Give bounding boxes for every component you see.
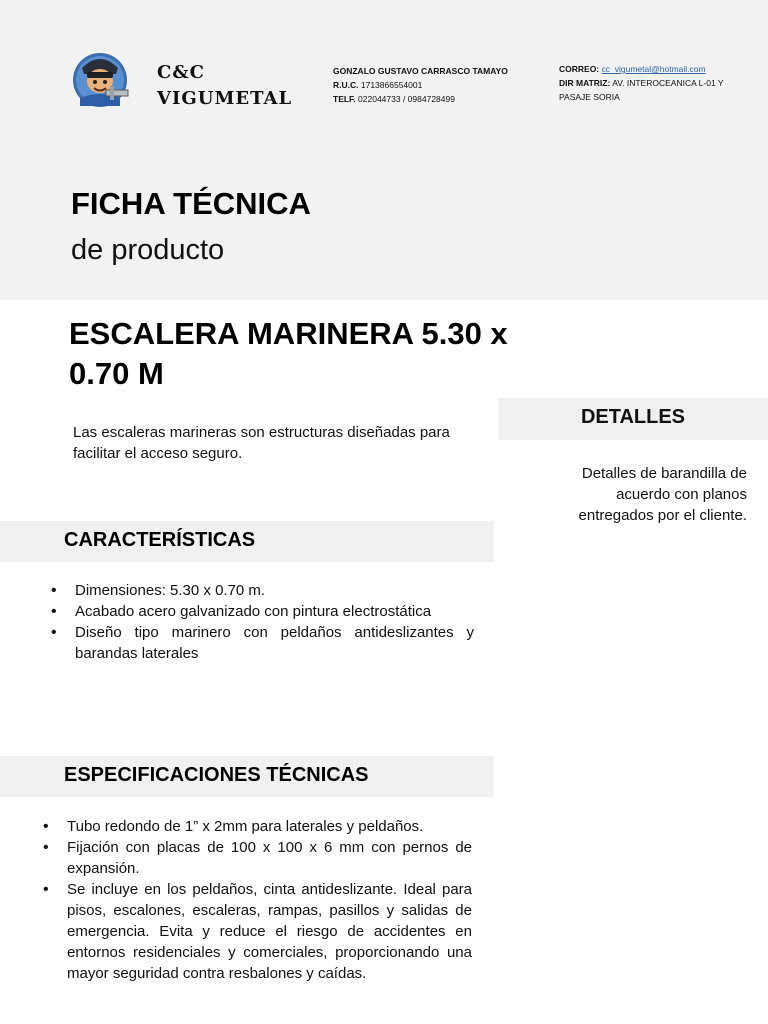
list-item: • Fijación con placas de 100 x 100 x 6 mm con pernos de expansión. <box>41 837 472 879</box>
list-item: • Dimensiones: 5.30 x 0.70 m. <box>49 580 474 601</box>
brand-line-2: VIGUMETAL <box>157 88 293 109</box>
list-item: • Acabado acero galvanizado con pintura electrostática <box>49 601 474 622</box>
product-name: ESCALERA MARINERA 5.30 x 0.70 M <box>69 316 508 391</box>
email-link[interactable]: cc_vigumetal@hotmail.com <box>601 64 706 74</box>
especificaciones-list <box>41 816 472 984</box>
list-item: • Tubo redondo de 1” x 2mm para laterales y peldaños. <box>41 816 472 837</box>
product-intro: Las escaleras marineras son estructuras diseñadas para facilitar el acceso seguro. <box>73 424 450 462</box>
caracteristicas-list <box>49 580 474 664</box>
correo-label: CORREO: <box>559 64 600 74</box>
owner-name: GONZALO GUSTAVO CARRASCO TAMAYO <box>333 66 508 76</box>
brand-name <box>157 60 292 112</box>
ruc-value: 1713866554001 <box>360 80 423 90</box>
list-item: • Diseño tipo marinero con peldaños antideslizantes y barandas laterales <box>49 622 474 664</box>
document-subtitle: de producto <box>71 234 225 266</box>
caracteristicas-section-header <box>0 521 494 562</box>
telf-label: TELF. <box>333 94 356 104</box>
especificaciones-heading: ESPECIFICACIONES TÉCNICAS <box>64 764 369 786</box>
owner-info <box>333 64 508 106</box>
details-text: Detalles de barandilla de acuerdo con planos entregados por el cliente. <box>578 465 747 524</box>
ruc-label: R.U.C. <box>333 80 359 90</box>
welder-mascot-icon <box>70 48 132 110</box>
list-item: • Se incluye en los peldaños, cinta antideslizante. Ideal para pisos, escalones, escaleras, rampas, pasillos y salidas de emergencia. Evita y reduce el riesgo de accidentes en entornos residenciales y comerciales, proporcionando una mayor seguridad contra resbalones y caídas. <box>41 879 472 984</box>
caracteristicas-heading: CARACTERÍSTICAS <box>64 529 256 551</box>
contact-info <box>559 62 744 104</box>
document-title: FICHA TÉCNICA <box>71 186 311 221</box>
telf-value: 022044733 / 0984728499 <box>358 94 455 104</box>
details-heading: DETALLES <box>498 398 768 440</box>
brand-line-1: C&C <box>157 62 205 83</box>
dir-value: AV. INTEROCEANICA L-01 Y PASAJE SORIA <box>559 78 724 102</box>
especificaciones-section-header <box>0 756 494 797</box>
dir-label: DIR MATRIZ: <box>559 78 611 88</box>
